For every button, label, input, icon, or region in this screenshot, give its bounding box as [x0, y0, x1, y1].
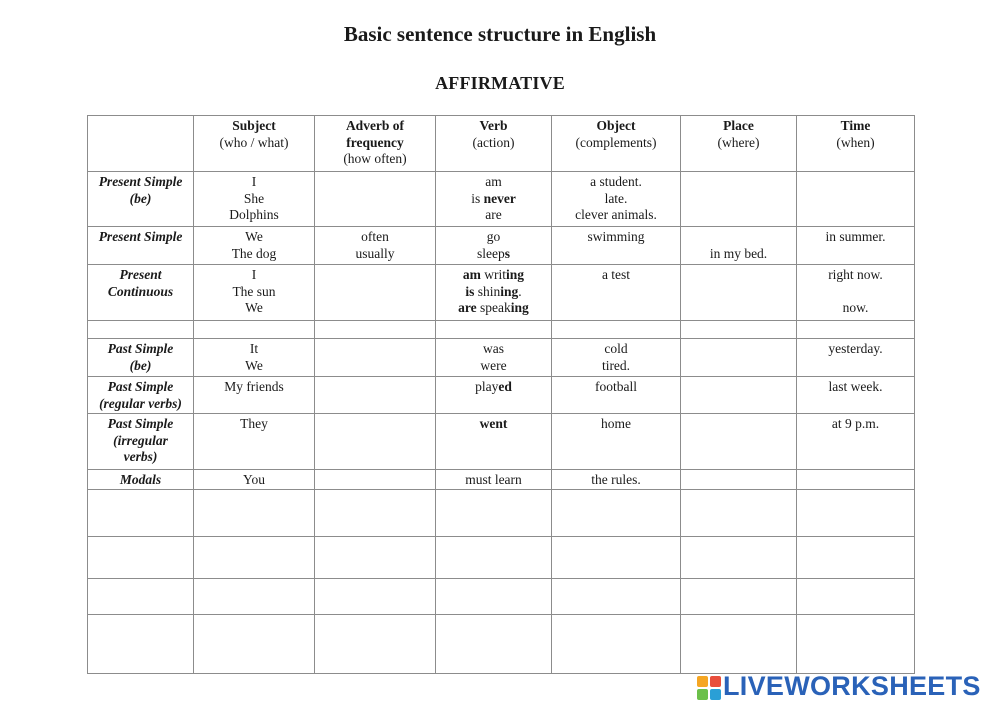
- time-cell: yesterday.: [797, 339, 915, 377]
- header-corner-cell: [88, 116, 194, 172]
- row-label: Past Simple (regular verbs): [88, 377, 194, 414]
- subject-cell: You: [194, 470, 315, 490]
- adverb-cell: [315, 377, 436, 414]
- logo-tile-l: [697, 676, 708, 687]
- row-label: Past Simple (irregular verbs): [88, 414, 194, 470]
- row-present-simple: [88, 227, 915, 265]
- verb-cell: was were: [436, 339, 552, 377]
- empty-answer-row: [88, 578, 915, 614]
- row-modals: [88, 470, 915, 490]
- header-place: Place (where): [681, 116, 797, 172]
- liveworksheets-logo-icon: [697, 676, 721, 700]
- time-cell: [797, 470, 915, 490]
- row-label: Modals: [88, 470, 194, 490]
- header-verb: Verb (action): [436, 116, 552, 172]
- answer-cell[interactable]: [797, 578, 915, 614]
- object-cell: cold tired.: [552, 339, 681, 377]
- empty-answer-row: [88, 614, 915, 673]
- place-cell: [681, 265, 797, 321]
- row-past-simple-regular: [88, 377, 915, 414]
- object-cell: a student. late. clever animals.: [552, 172, 681, 227]
- answer-cell[interactable]: [681, 536, 797, 578]
- place-cell: [681, 470, 797, 490]
- sentence-structure-table: [87, 115, 915, 674]
- header-row: [88, 116, 915, 172]
- object-cell: swimming: [552, 227, 681, 265]
- section-subtitle: AFFIRMATIVE: [435, 73, 565, 93]
- place-cell: [681, 414, 797, 470]
- answer-cell[interactable]: [797, 614, 915, 673]
- adverb-cell: [315, 339, 436, 377]
- place-cell: [681, 339, 797, 377]
- answer-cell[interactable]: [194, 536, 315, 578]
- answer-cell[interactable]: [315, 489, 436, 536]
- verb-cell: played: [436, 377, 552, 414]
- answer-cell[interactable]: [552, 578, 681, 614]
- header-time: Time (when): [797, 116, 915, 172]
- adverb-cell: [315, 172, 436, 227]
- row-present-simple-be: [88, 172, 915, 227]
- subject-cell: It We: [194, 339, 315, 377]
- subject-cell: I The sun We: [194, 265, 315, 321]
- row-label: Present Simple (be): [88, 172, 194, 227]
- answer-cell[interactable]: [681, 614, 797, 673]
- empty-answer-row: [88, 489, 915, 536]
- subject-cell: We The dog: [194, 227, 315, 265]
- logo-tile-v: [697, 689, 708, 700]
- logo-text: LIVEWORKSHEETS: [723, 671, 981, 701]
- empty-answer-row: [88, 536, 915, 578]
- row-label: Present Simple: [88, 227, 194, 265]
- answer-cell[interactable]: [681, 578, 797, 614]
- time-cell: last week.: [797, 377, 915, 414]
- row-label: Present Continuous: [88, 265, 194, 321]
- answer-cell[interactable]: [797, 536, 915, 578]
- answer-cell[interactable]: [436, 614, 552, 673]
- row-label: Past Simple (be): [88, 339, 194, 377]
- adverb-cell: [315, 470, 436, 490]
- answer-cell[interactable]: [436, 489, 552, 536]
- object-cell: the rules.: [552, 470, 681, 490]
- spacer-row: [88, 321, 915, 339]
- answer-cell[interactable]: [552, 489, 681, 536]
- answer-cell[interactable]: [315, 536, 436, 578]
- verb-cell: must learn: [436, 470, 552, 490]
- verb-cell: go sleeps: [436, 227, 552, 265]
- answer-cell[interactable]: [315, 614, 436, 673]
- logo-tile-i: [710, 676, 721, 687]
- verb-cell: am writing is shining. are speaking: [436, 265, 552, 321]
- answer-cell[interactable]: [552, 614, 681, 673]
- answer-cell[interactable]: [436, 578, 552, 614]
- adverb-cell: often usually: [315, 227, 436, 265]
- subject-cell: They: [194, 414, 315, 470]
- answer-cell[interactable]: [681, 489, 797, 536]
- subject-cell: My friends: [194, 377, 315, 414]
- time-cell: at 9 p.m.: [797, 414, 915, 470]
- answer-cell[interactable]: [194, 578, 315, 614]
- object-cell: a test: [552, 265, 681, 321]
- page-title: Basic sentence structure in English: [343, 22, 657, 46]
- answer-cell[interactable]: [552, 536, 681, 578]
- time-cell: in summer.: [797, 227, 915, 265]
- answer-cell[interactable]: [315, 578, 436, 614]
- header-object: Object (complements): [552, 116, 681, 172]
- place-cell: in my bed.: [681, 227, 797, 265]
- header-adverb: Adverb of frequency (how often): [315, 116, 436, 172]
- verb-cell: am is never are: [436, 172, 552, 227]
- object-cell: football: [552, 377, 681, 414]
- time-cell: [797, 172, 915, 227]
- answer-cell[interactable]: [194, 489, 315, 536]
- answer-cell[interactable]: [436, 536, 552, 578]
- row-past-simple-irregular: [88, 414, 915, 470]
- object-cell: home: [552, 414, 681, 470]
- answer-cell[interactable]: [797, 489, 915, 536]
- verb-cell: went: [436, 414, 552, 470]
- place-cell: [681, 172, 797, 227]
- logo-tile-e: [710, 689, 721, 700]
- time-cell: right now. now.: [797, 265, 915, 321]
- place-cell: [681, 377, 797, 414]
- row-past-simple-be: [88, 339, 915, 377]
- subject-cell: I She Dolphins: [194, 172, 315, 227]
- answer-cell[interactable]: [194, 614, 315, 673]
- liveworksheets-logo: [697, 673, 997, 703]
- row-present-continuous: [88, 265, 915, 321]
- adverb-cell: [315, 265, 436, 321]
- adverb-cell: [315, 414, 436, 470]
- header-subject: Subject (who / what): [194, 116, 315, 172]
